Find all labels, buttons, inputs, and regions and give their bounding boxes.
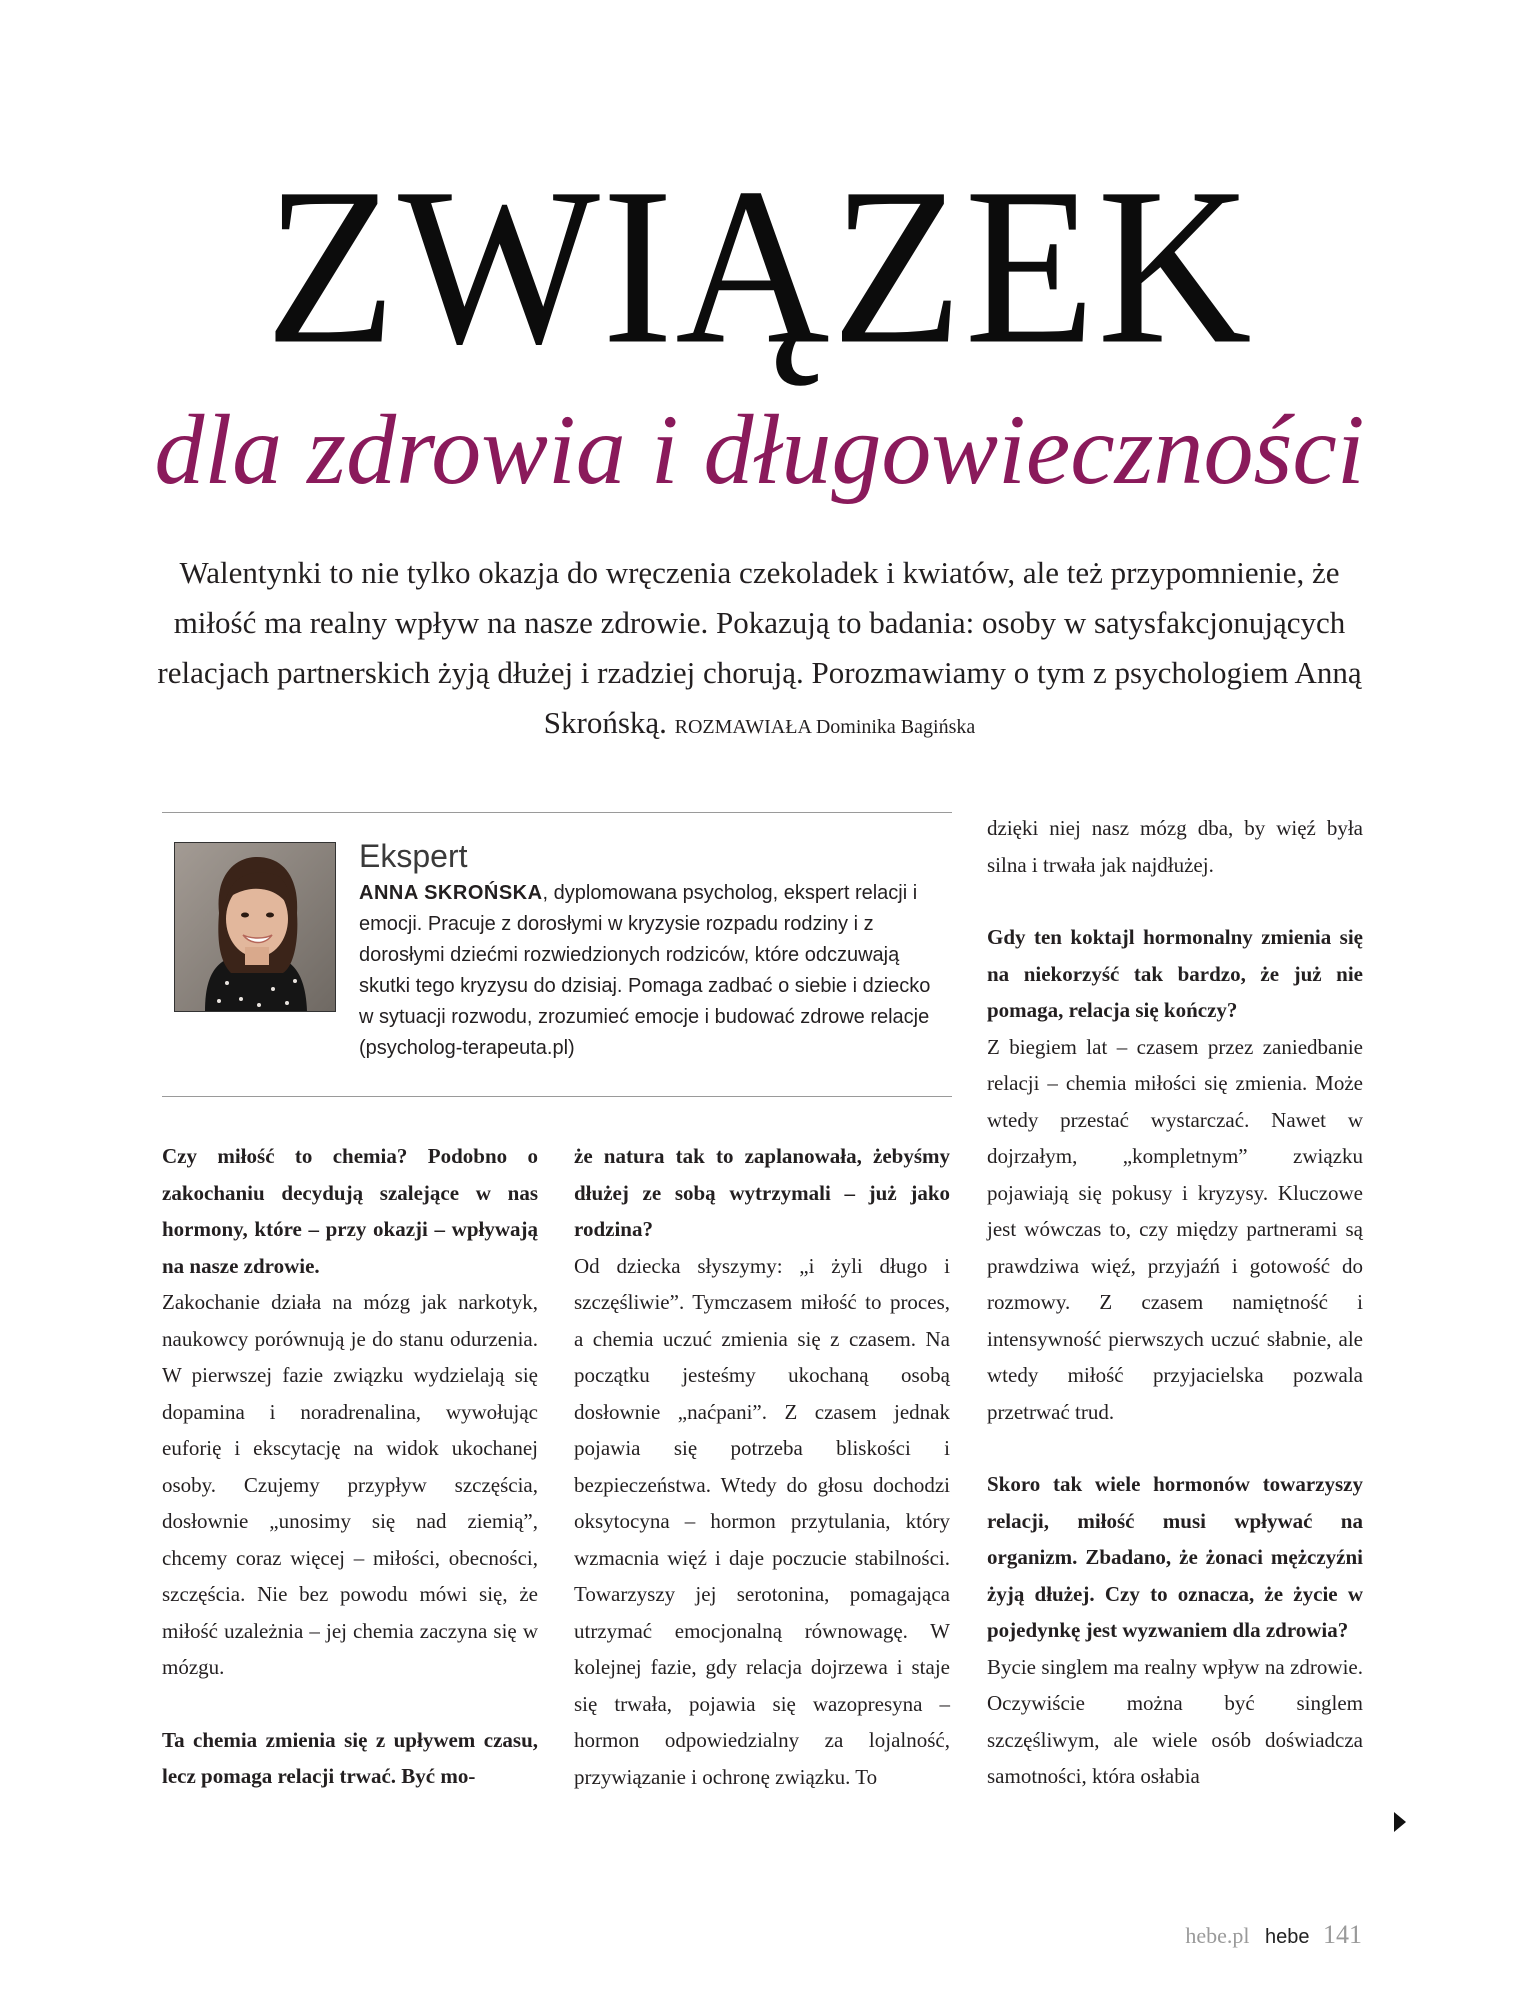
answer-2-end: dzięki niej nasz mózg dba, by więź była silna i trwała jak najdłużej. — [987, 816, 1363, 877]
page-number: 141 — [1323, 1920, 1362, 1949]
answer-3: Z biegiem lat – czasem przez zaniedbanie relacji – chemia miłości się zmienia. Może wtedy przestać wystarczać. Nawet w dojrzałym, „kompletnym” związku pojawiają się pokusy i kryzysy. Kluczowe jest wówczas to, czy między partnerami są prawdziwa więź, przyjaźń i gotowość do rozmowy. Z czasem namiętność i intensywność pierwszych uczuć słabnie, ale wtedy miłość przyjacielska pozwala przetrwać trud. — [987, 1034, 1363, 1424]
article-column-1 — [162, 1138, 538, 1795]
question-2-start: Ta chemia zmienia się z upływem czasu, lecz pomaga relacji trwać. Być mo- — [162, 1727, 538, 1788]
footer-site: hebe.pl — [1185, 1923, 1250, 1948]
answer-4: Bycie singlem ma realny wpływ na zdrowie. Oczywiście można być singlem szczęśliwym, ale wiele osób doświadcza samotności, która osłabia — [987, 1654, 1363, 1788]
answer-1: Zakochanie działa na mózg jak narkotyk, naukowcy porównują je do stanu odurzenia. W pierwszej fazie związku wydzielają się dopamina i noradrenalina, wywołując euforię i ekscytację na widok ukochanej osoby. Czujemy przypływ szczęścia, dosłownie „unosimy się nad ziemią”, chcemy coraz więcej – miłości, obecności, szczęścia. Nie bez powodu mówi się, że miłość uzależnia – jej chemia zaczyna się w mózgu. — [162, 1290, 538, 1679]
article-subtitle: dla zdrowia i długowieczności — [154, 394, 1365, 505]
expert-label: Ekspert — [359, 838, 468, 874]
expert-box-bottom-divider — [162, 1096, 952, 1097]
author-credit — [675, 716, 976, 738]
page-footer — [1185, 1920, 1362, 1950]
question-1: Czy miłość to chemia? Podobno o zakochaniu decydują szalejące w nas hormony, które – przy okazji – wpływają na nasze zdrowie. — [162, 1144, 538, 1278]
article-column-2 — [574, 1138, 950, 1795]
question-3: Gdy ten koktajl hormonalny zmienia się na niekorzyść tak bardzo, że już nie pomaga, relacja się kończy? — [987, 925, 1363, 1022]
expert-photo — [174, 842, 336, 1012]
expert-bio — [359, 878, 949, 1064]
expert-name: ANNA SKROŃSKA — [359, 882, 543, 904]
arrow-right-icon — [1394, 1812, 1406, 1832]
question-4: Skoro tak wiele hormonów towarzyszy relacji, miłość musi wpływać na organizm. Zbadano, że żonaci mężczyźni żyją dłużej. Czy to oznacza, że życie w pojedynkę jest wyzwaniem dla zdrowia? — [987, 1472, 1363, 1642]
footer-brand-logo: hebe — [1265, 1926, 1310, 1948]
expert-portrait-image — [175, 843, 335, 1011]
article-column-3 — [987, 810, 1363, 1795]
article-lead — [150, 548, 1369, 752]
question-2-end: że natura tak to zaplanowała, żebyśmy dłużej ze sobą wytrzymali – już jako rodzina? — [574, 1144, 950, 1241]
credit-label: ROZMAWIAŁA — [674, 716, 811, 738]
article-title: ZWIĄZEK — [265, 142, 1254, 391]
credit-name: Dominika Bagińska — [815, 716, 976, 738]
expert-box-top-divider — [162, 812, 952, 813]
answer-2: Od dziecka słyszymy: „i żyli długo i szczęśliwie”. Tymczasem miłość to proces, a chemia uczuć zmienia się z czasem. Na początku jesteśmy ukochaną osobą dosłownie „naćpani”. Z czasem jednak pojawia się potrzeba bliskości i bezpieczeństwa. Wtedy do głosu dochodzi oksytocyna – hormon przytulania, który wzmacnia więź i daje poczucie stabilności. Towarzyszy jej serotonina, pomagająca utrzymać emocjonalną równowagę. W kolejnej fazie, gdy relacja dojrzewa i staje się trwała, pojawia się wazopresyna – hormon odpowiedzialny za lojalność, przywiązanie i ochronę związku. To — [574, 1253, 950, 1789]
expert-bio-text: , dyplomowana psycholog, ekspert relacji i emocji. Pracuje z dorosłymi w kryzysie rozpadu rodziny i z dorosłymi dziećmi rozwiedzionych rodziców, które odczuwają skutki tego kryzysu do dzisiaj. Pomaga zadbać o siebie i dziecko w sytuacji rozwodu, zrozumieć emocje i budować zdrowe relacje (psycholog-terapeuta.pl) — [359, 882, 931, 1059]
lead-text: Walentynki to nie tylko okazja do wręczenia czekoladek i kwiatów, ale też przypomnienie, że miłość ma realny wpływ na nasze zdrowie. Pokazują to badania: osoby w satysfakcjonujących relacjach partnerskich żyją dłużej i rzadziej chorują. Porozmawiamy o tym z psychologiem Anną Skrońską. — [157, 555, 1362, 740]
